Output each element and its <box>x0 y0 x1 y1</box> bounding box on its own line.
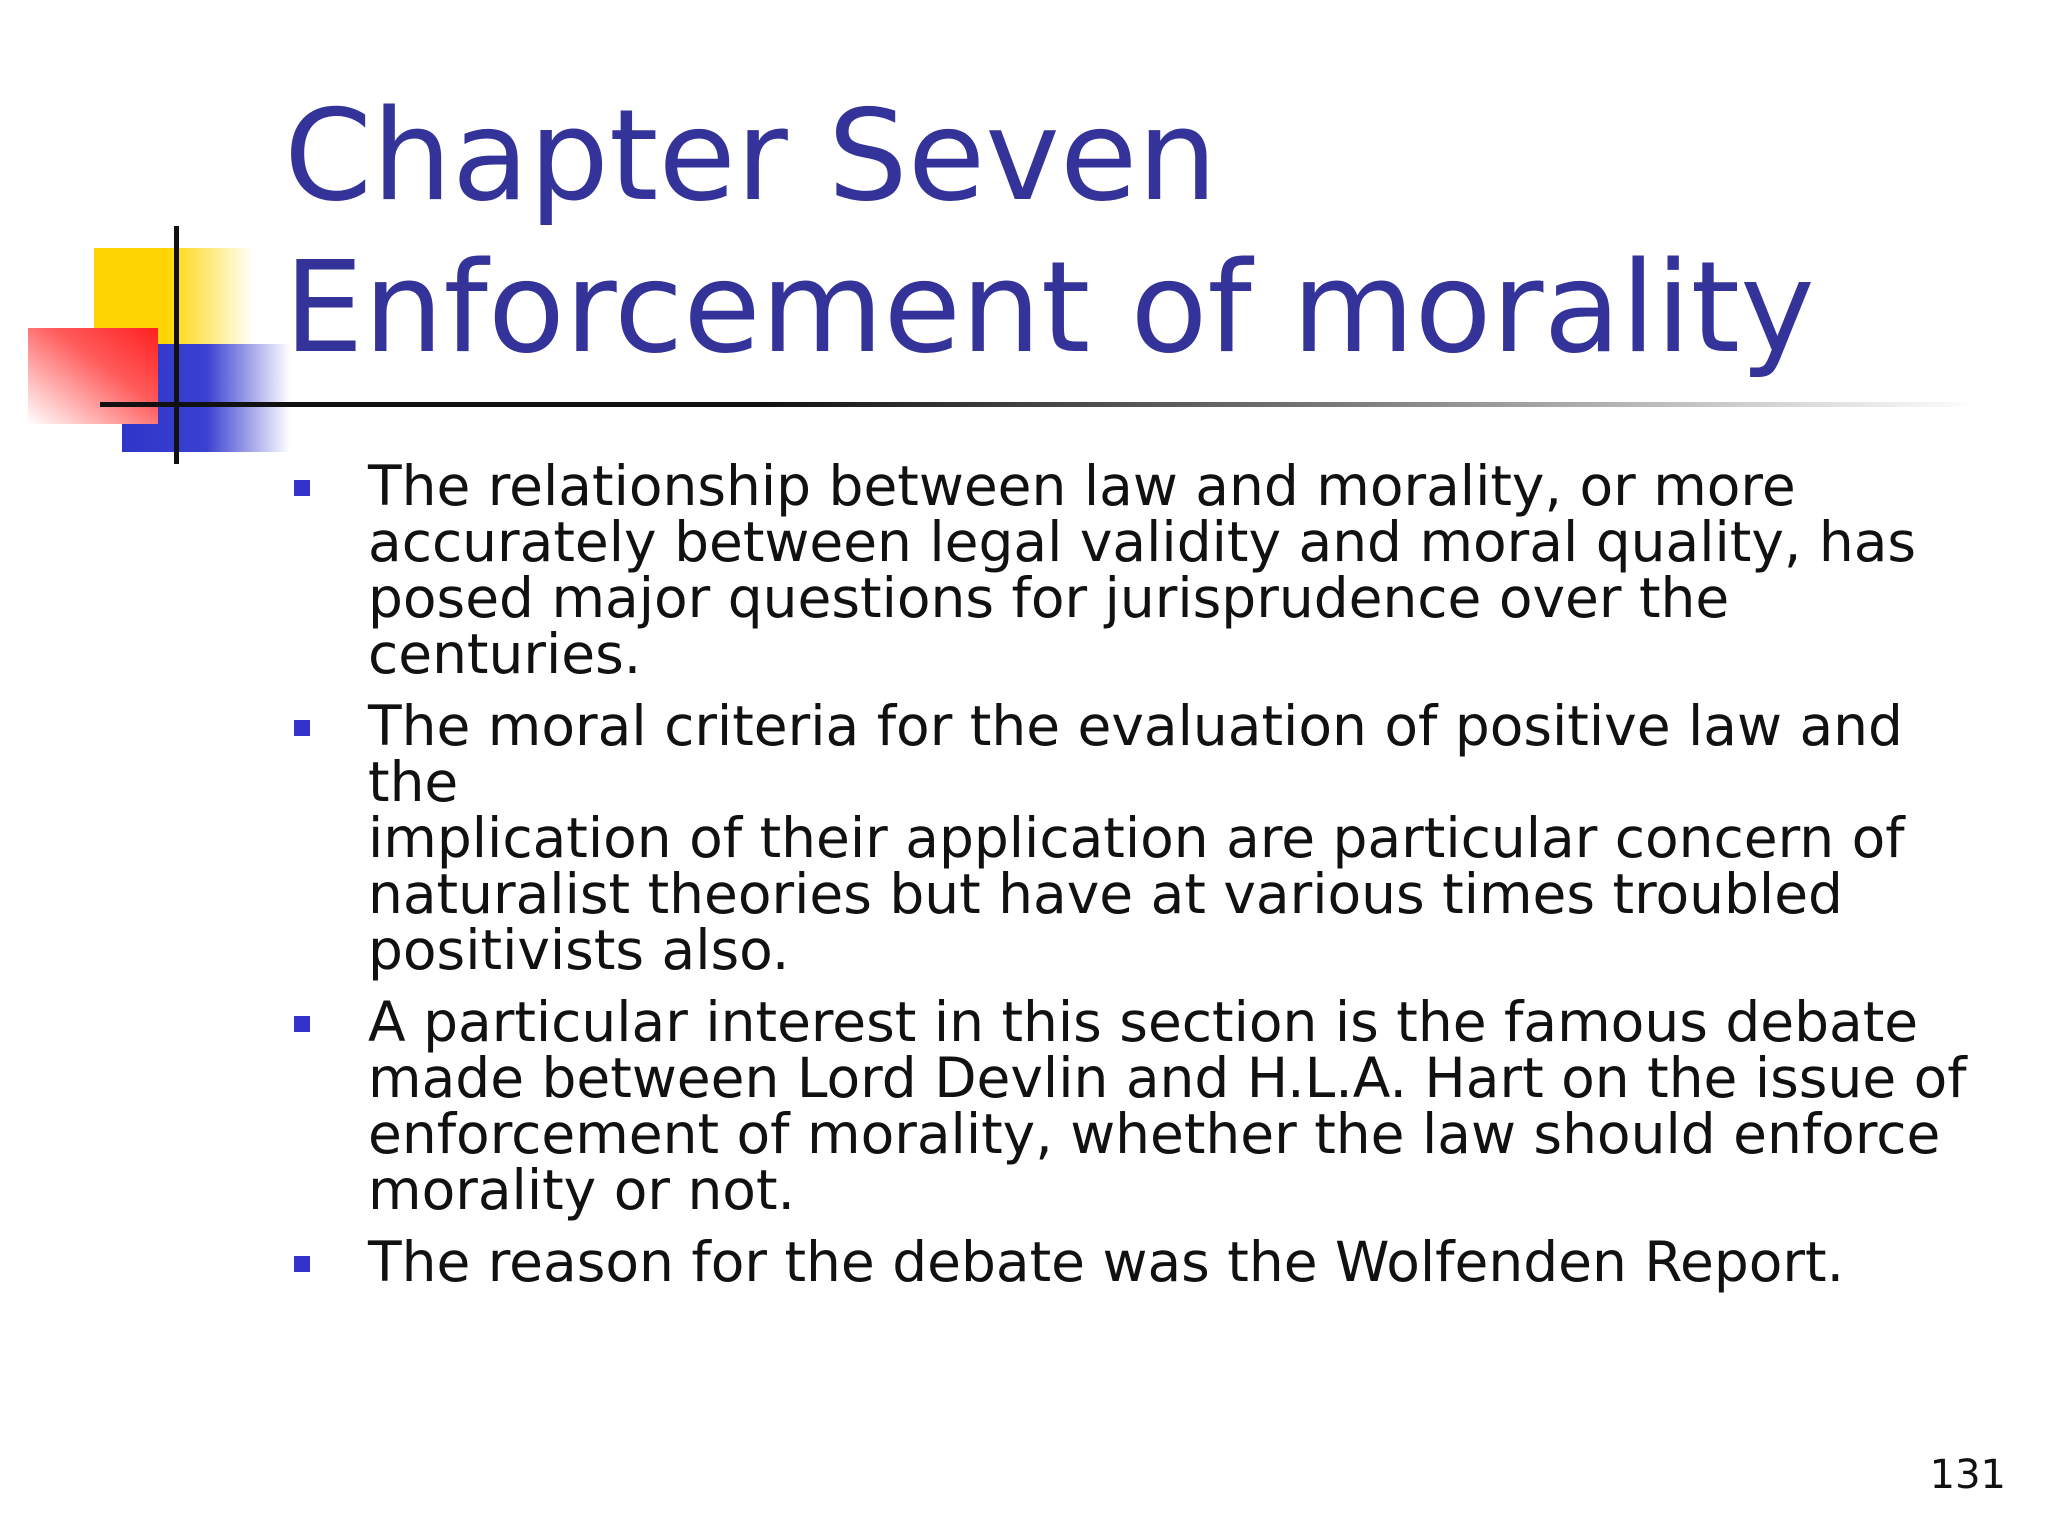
bullet-item <box>290 1230 2010 1294</box>
square-bullet-icon <box>294 1256 310 1272</box>
bullet-text: The relationship between law and morality, or more accurately between legal validity and moral quality, has posed major questions for jurisprudence over the centuries. <box>368 454 1917 686</box>
title-divider-line <box>100 402 1980 407</box>
square-bullet-icon <box>294 1016 310 1032</box>
page-number: 131 <box>1929 1452 2006 1498</box>
square-bullet-icon <box>294 720 310 736</box>
bullet-text: The moral criteria for the evaluation of positive law and the implication of their application are particular concern of naturalist theories but have at various times troubled positivists also. <box>368 694 1905 982</box>
bullet-text: A particular interest in this section is the famous debate made between Lord Devlin and H.L.A. Hart on the issue of enforcement of morality, whether the law should enforce morality or not. <box>368 990 1967 1222</box>
bullet-text: The reason for the debate was the Wolfenden Report. <box>368 1230 1845 1294</box>
bullet-item <box>290 694 2010 982</box>
bullet-item <box>290 990 2010 1222</box>
slide-title <box>284 80 1984 384</box>
decorative-red-square <box>28 328 158 424</box>
bullet-item <box>290 454 2010 686</box>
title-line-1: Chapter Seven <box>284 82 1218 229</box>
bullet-list <box>290 454 2010 1306</box>
square-bullet-icon <box>294 480 310 496</box>
title-line-2: Enforcement of morality <box>284 234 1815 381</box>
decorative-vertical-line <box>174 226 179 464</box>
